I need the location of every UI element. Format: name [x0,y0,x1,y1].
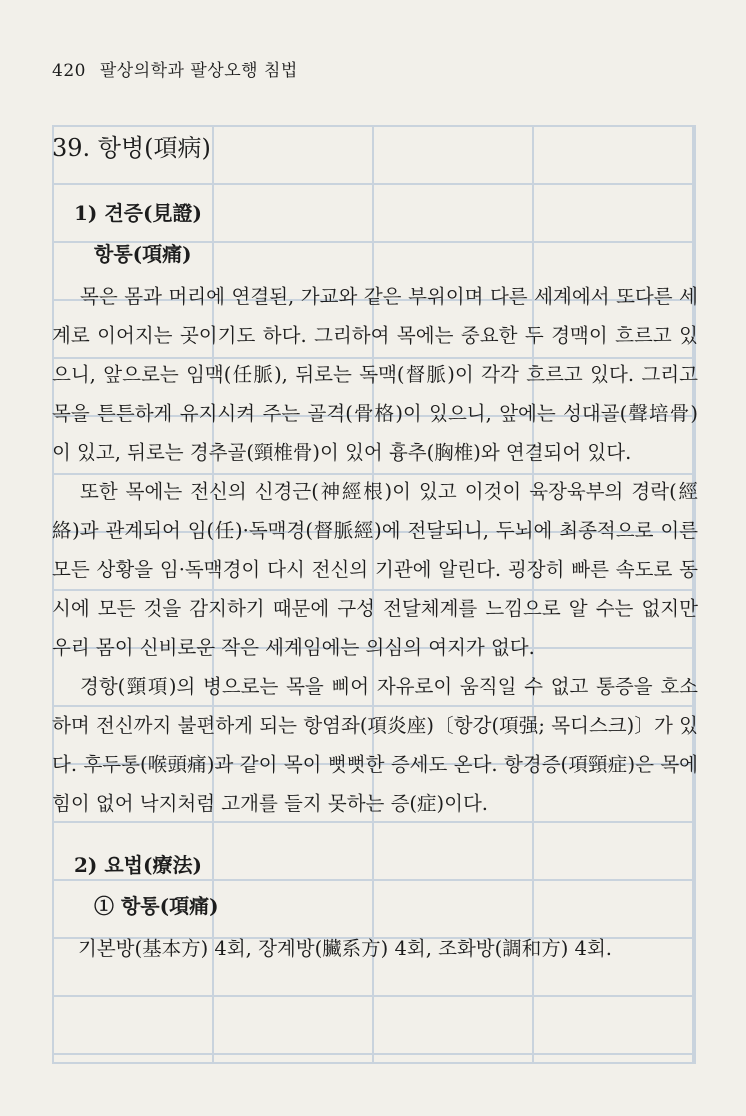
running-title: 팔상의학과 팔상오행 침법 [99,61,298,81]
symptom-heading: 항통(項痛) [94,242,192,266]
running-header [52,56,298,81]
treatment-heading: ① 항통(項痛) [94,894,219,918]
treatment-text: 기본방(基本方) 4회, 장계방(臟系方) 4회, 조화방(調和方) 4회. [78,937,612,960]
paragraph-3: 경항(頸項)의 병으로는 목을 삐어 자유로이 움직일 수 없고 통증을 호소하며 전신까지 불편하게 되는 항염좌(項炎座)〔항강(項强; 목디스크)〕가 있다. 후두통(喉頭痛)과 같이 목이 뻣뻣한 증세도 온다. 항경증(項頸症)은 목에 힘이 없어 낙지처럼 고개를 들지 못하는 증(症)이다. [52,675,698,815]
paragraph-1: 목은 몸과 머리에 연결된, 가교와 같은 부위이며 다른 세계에서 또다른 세계로 이어지는 곳이기도 하다. 그리하여 목에는 중요한 두 경맥이 흐르고 있으니, 앞으로는 임맥(任脈), 뒤로는 독맥(督脈)이 각각 흐르고 있다. 그리고 목을 튼튼하게 유지시켜 주는 골격(骨格)이 있으니, 앞에는 성대골(聲培骨)이 있고, 뒤로는 경추골(頸椎骨)이 있어 흉추(胸椎)와 연결되어 있다. [52,285,698,464]
subsection-treatment: 2) 요법(療法) [74,853,202,877]
subsection-symptoms: 1) 견증(見證) [74,201,202,225]
page-number: 420 [52,61,86,81]
page-body [52,128,698,968]
section-title: 39. 항병(項病) [52,134,211,162]
paragraph-2: 또한 목에는 전신의 신경근(神經根)이 있고 이것이 육장육부의 경락(經絡)과 관계되어 임(任)·독맥경(督脈經)에 전달되니, 두뇌에 최종적으로 이른 모든 상황을 임·독맥경이 다시 전신의 기관에 알린다. 굉장히 빠른 속도로 동시에 모든 것을 감지하기 때문에 구성 전달체계를 느낌으로 알 수는 없지만 우리 몸이 신비로운 작은 세계임에는 의심의 여지가 없다. [52,480,698,659]
